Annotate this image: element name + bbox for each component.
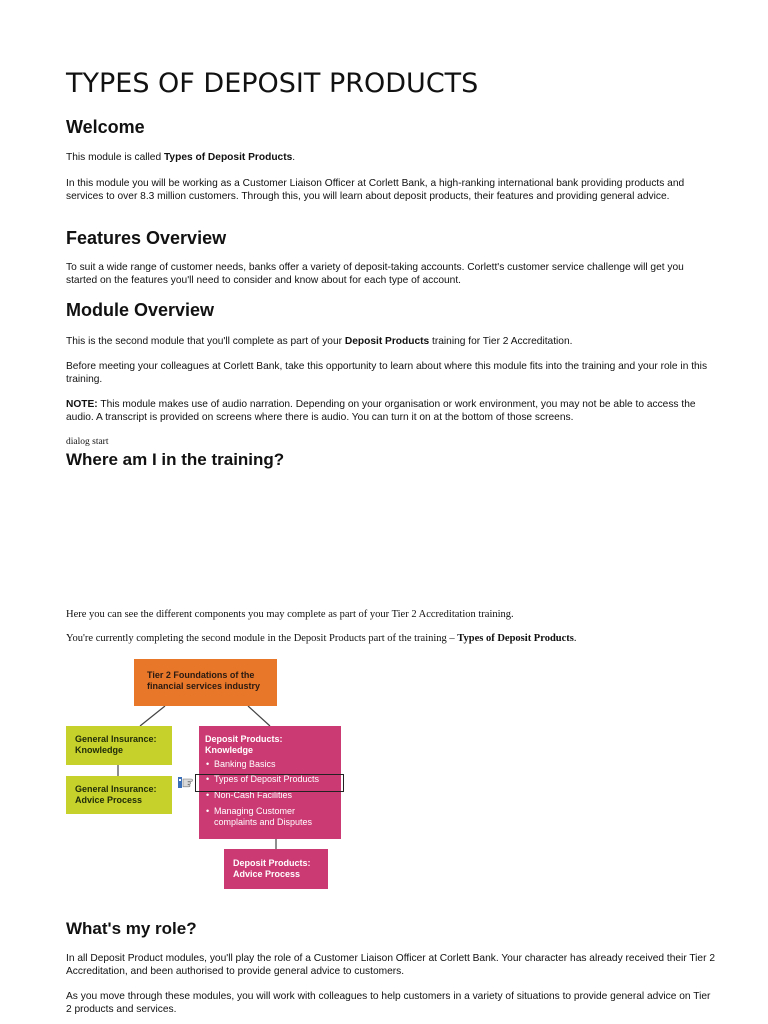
connector-top-to-gi: [140, 706, 165, 726]
deposit-products-module-list: [205, 759, 341, 828]
features-paragraph: To suit a wide range of customer needs, banks offer a variety of deposit-taking accounts. Corlett's customer service challenge will get you started on the features you'll need to consider and know about for each type of account.: [66, 262, 684, 286]
module-overview-paragraph-1: This is the second module that you'll complete as part of your Deposit Products training for Tier 2 Accreditation.: [66, 336, 573, 347]
deposit-products-advice-box: Deposit Products: Advice Process: [224, 849, 328, 889]
module-item-banking-basics: • Banking Basics: [205, 759, 341, 770]
heading-welcome: Welcome: [66, 117, 145, 137]
module-item-non-cash-facilities: • Non-Cash Facilities: [205, 790, 341, 801]
general-insurance-advice-box: General Insurance: Advice Process: [66, 776, 172, 814]
welcome-paragraph-2: In this module you will be working as a Customer Liaison Officer at Corlett Bank, a high-ranking international bank providing products and services to over 8.3 million customers. Through this, you will learn about deposit products, their features and providing general advice.: [66, 178, 685, 202]
where-paragraph-2: You're currently completing the second module in the Deposit Products part of the training – Types of Deposit Products.: [66, 633, 577, 644]
welcome-paragraph-1: This module is called Types of Deposit Products.: [66, 152, 296, 163]
pointing-hand-icon: [177, 775, 193, 789]
heading-whats-my-role: What's my role?: [66, 919, 197, 938]
heading-where-am-i: Where am I in the training?: [66, 450, 285, 469]
role-paragraph-1: In all Deposit Product modules, you'll play the role of a Customer Liaison Officer at Corlett Bank. Your character has already received their Tier 2 Accreditation, and been authorised to provide general advice to customers.: [66, 953, 715, 977]
general-insurance-knowledge-box: General Insurance: Knowledge: [66, 726, 172, 765]
module-overview-paragraph-2: Before meeting your colleagues at Corlett Bank, take this opportunity to learn about where this module fits into the training and your role in this training.: [66, 361, 708, 385]
module-item-types-of-deposit-products: • Types of Deposit Products: [205, 774, 341, 785]
tier2-foundations-box: Tier 2 Foundations of the financial services industry: [134, 659, 277, 706]
current-module-highlight: [195, 774, 344, 792]
heading-module-overview: Module Overview: [66, 300, 215, 320]
dialog-start-marker: dialog start: [66, 437, 109, 447]
role-paragraph-2: As you move through these modules, you will work with colleagues to help customers in a variety of situations to provide general advice on Tier 2 products and services.: [66, 991, 711, 1015]
where-paragraph-1: Here you can see the different components you may complete as part of your Tier 2 Accreditation training.: [66, 609, 514, 620]
connector-top-to-dp: [248, 706, 270, 726]
heading-features-overview: Features Overview: [66, 228, 227, 248]
document-title: TYPES OF DEPOSIT PRODUCTS: [66, 68, 479, 99]
module-item-managing-complaints: • Managing Customer complaints and Disputes: [205, 806, 332, 828]
deposit-products-knowledge-box: Deposit Products: Knowledge • Banking Basics • Types of Deposit Products • Non-Cash Facilities • Managing Customer complaints and Disputes: [199, 726, 341, 839]
module-name: Types of Deposit Products: [163, 152, 293, 163]
audio-note: NOTE: This module makes use of audio narration. Depending on your organisation or work environment, you may not be able to access the audio. A transcript is provided on screens where there is audio. You can turn it on at the bottom of those screens.: [66, 399, 696, 423]
